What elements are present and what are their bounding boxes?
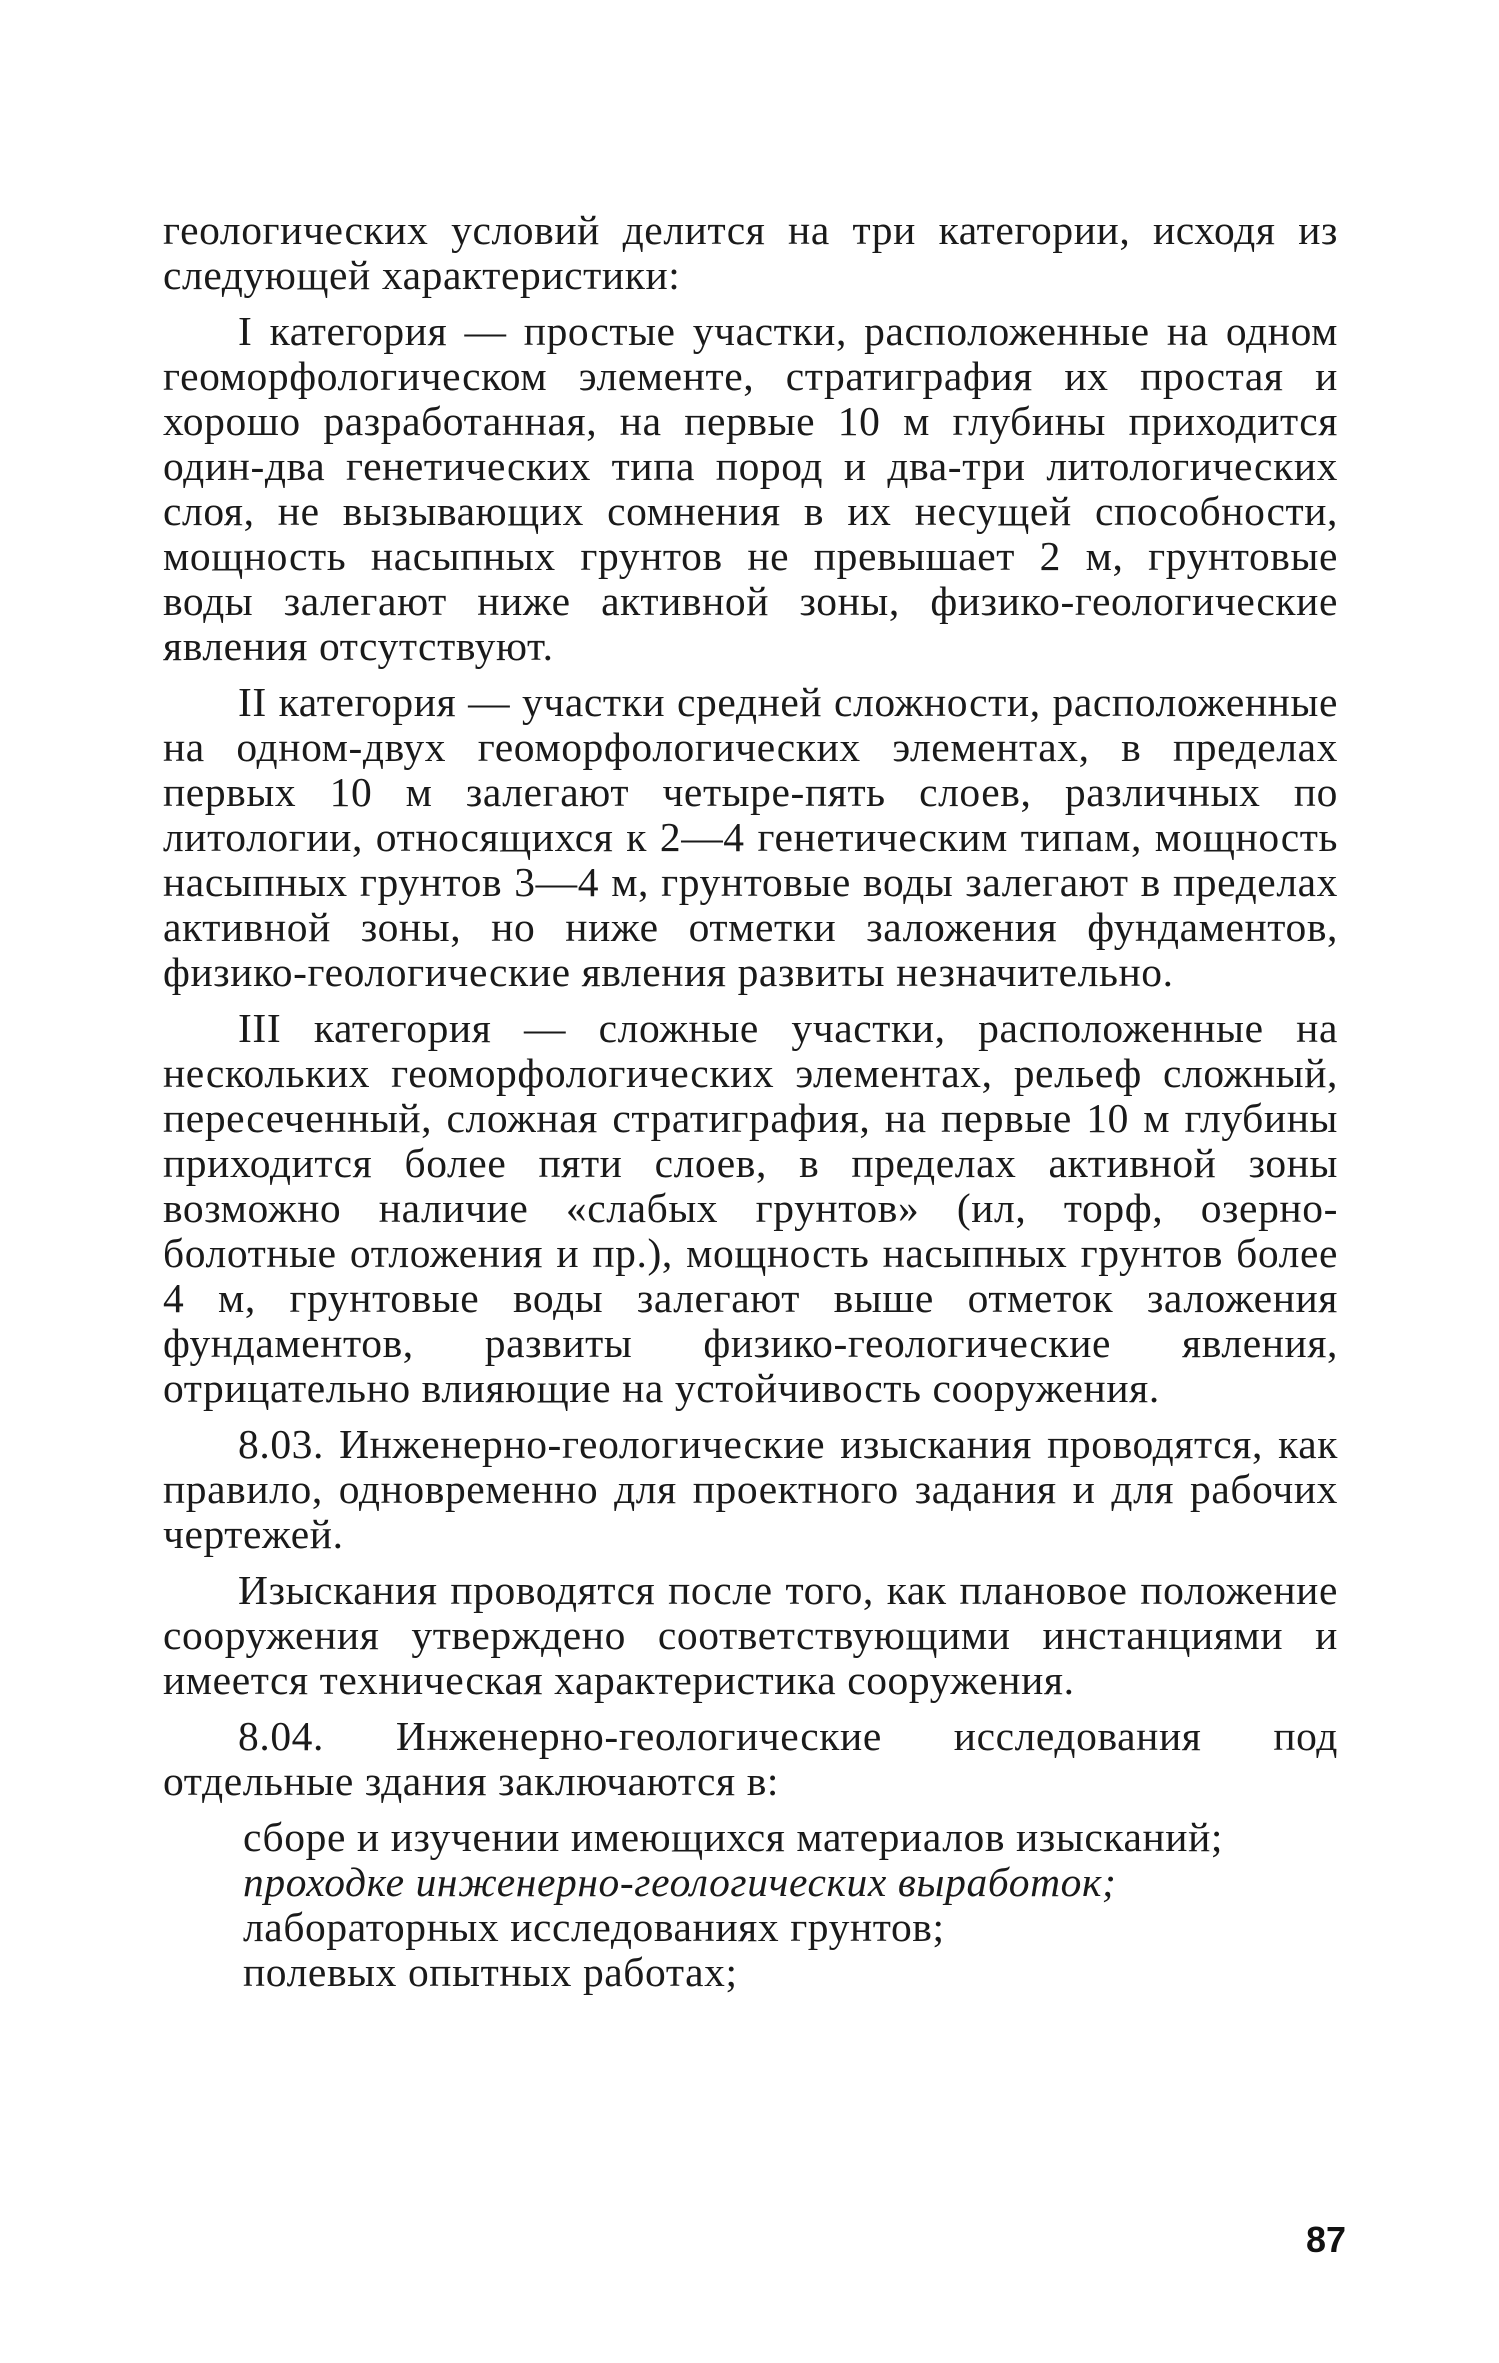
list-item: проходке инженерно-геологических выработок; — [243, 1859, 1117, 1905]
paragraph-category-1: I категория — простые участки, расположенные на одном геоморфологическом элементе, стратиграфия их простая и хорошо разработанная, на первые 10 м глубины приходится один-два генетических типа пород и два-три литологических слоя, не вызывающих сомнения в их несущей способности, мощность насыпных грунтов не превышает 2 м, грунтовые воды залегают ниже активной зоны, физико-геологические явления отсутствуют. — [163, 308, 1338, 669]
paragraph-category-2: II категория — участки средней сложности, расположенные на одном-двух геоморфологических элементах, в пределах первых 10 м залегают четыре-пять слоев, различных по литологии, относящихся к 2—4 генетическим типам, мощность насыпных грунтов 3—4 м, грунтовые воды залегают в пределах активной зоны, но ниже отметки заложения фундаментов, физико-геологические явления развиты незначительно. — [163, 679, 1338, 995]
list-item: лабораторных исследованиях грунтов; — [243, 1904, 945, 1950]
paragraph-intro: геологических условий делится на три категории, исходя из следующей характеристики: — [163, 207, 1338, 298]
paragraph-surveys: Изыскания проводятся после того, как плановое положение сооружения утверждено соответствующими инстанциями и имеется техническая характеристика сооружения. — [163, 1567, 1338, 1703]
paragraph-clause-8-04: 8.04. Инженерно-геологические исследования под отдельные здания заключаются в: — [163, 1713, 1338, 1804]
list-item: сборе и изучении имеющихся материалов изысканий; — [243, 1814, 1224, 1860]
list-item: полевых опытных работах; — [243, 1949, 738, 1995]
paragraph-category-3: III категория — сложные участки, расположенные на нескольких геоморфологических элементах, рельеф сложный, пересеченный, сложная стратиграфия, на первые 10 м глубины приходится более пяти слоев, в пределах активной зоны возможно наличие «слабых грунтов» (ил, торф, озерно-болотные отложения и пр.), мощность насыпных грунтов более 4 м, грунтовые воды залегают выше отметок заложения фундаментов, развиты физико-геологические явления, отрицательно влияющие на устойчивость сооружения. — [163, 1005, 1338, 1411]
investigation-list — [163, 1815, 1338, 1995]
body-text — [163, 208, 1338, 1995]
page-number: 87 — [1306, 2219, 1347, 2260]
paragraph-clause-8-03: 8.03. Инженерно-геологические изыскания проводятся, как правило, одновременно для проектного задания и для рабочих чертежей. — [163, 1421, 1338, 1557]
